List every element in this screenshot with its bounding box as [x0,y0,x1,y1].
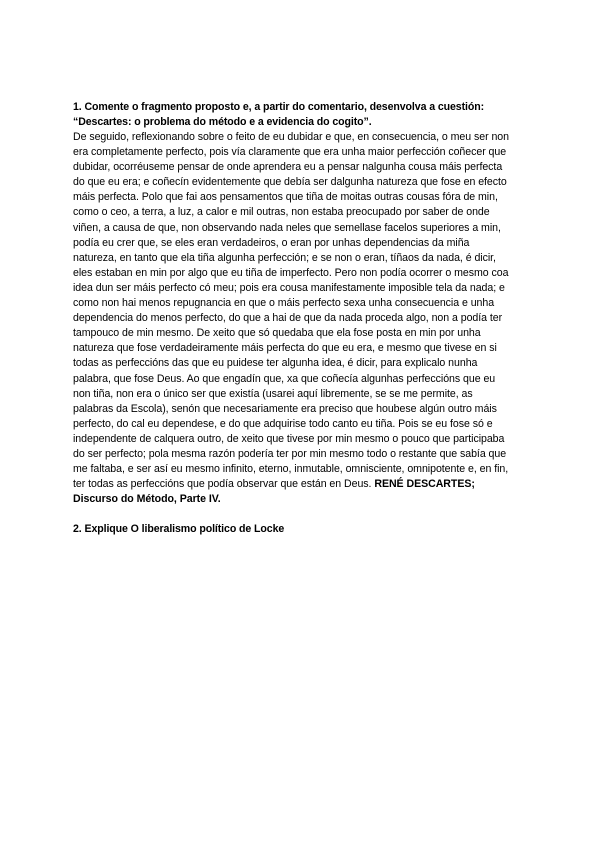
question-1-instruction: 1. Comente o fragmento proposto e, a partir do comentario, desenvolva a cuestión: [73,101,485,113]
passage-text: De seguido, reflexionando sobre o feito de eu dubidar e que, en consecuencia, o meu ser non era completamente perfecto, pois vía claramente que era unha maior perfección coñecer que dubidar, ocorréuseme pensar de onde aprendera eu a pensar nalgunha cousa máis perfecta do que eu era; e coñecín evidentemente que debía ser dalgunha natureza que fose en efecto máis perfecta. Polo que fai aos pensamentos que tiña de moitas outras cousas fóra de min, como o ceo, a terra, a luz, a calor e mil outras, non estaba preocupado por saber de onde viñen, a causa de que, non observando nada neles que semellase facelos superiores a min, podía eu crer que, se eles eran verdadeiros, o eran por unhas dependencias da miña natureza, en tanto que ela tiña algunha perfección; e se non o eran, tíñaos da nada, é dicir, eles estaban en min por algo que eu tiña de imperfecto. Pero non podía ocorrer o mesmo coa idea dun ser máis perfecto có meu; pois era cousa manifestamente imposible tela da nada; e como non hai menos repugnancia en que o máis perfecto sexa unha consecuencia e unha dependencia do menos perfecto, do que a hai de que da nada proceda algo, non a podía ter tampouco de min mesmo. De xeito que só quedaba que ela fose posta en min por unha natureza que fose verdadeiramente máis perfecta do que eu era, e mesmo que tivese en si todas as perfeccións das que eu puidese ter algunha idea, é dicir, para explicalo nunha palabra, que fose Deus. Ao que engadín que, xa que coñecía algunhas perfeccións que eu non tiña, non era o único ser que existía (usarei aquí libremente, se se me permite, as palabras da Escola), senón que necesariamente era preciso que houbese algún outro máis perfecto, do cal eu dependese, e do que adquirise todo canto eu tiña. Pois se eu fose só e independente de calquera outro, de xeito que tivese por min mesmo o pouco que participaba do ser perfecto; pola mesma razón podería ter por min mesmo todo o restante que sabía que me faltaba, e ser así eu mesmo infinito, eterno, inmutable, omnisciente, omnipotente e, en fin, ter todas as perfeccións que podía observar que están en Deus. [73,131,509,491]
descartes-passage [73,130,513,507]
document-page [73,100,513,537]
passage-attribution: RENÉ DESCARTES; Discurso do Método, Parte IV. [73,478,475,506]
question-2-heading: 2. Explique O liberalismo político de Locke [73,523,285,536]
question-1-topic: “Descartes: o problema do método e a evidencia do cogito”. [73,116,372,128]
question-1-heading [73,100,513,130]
